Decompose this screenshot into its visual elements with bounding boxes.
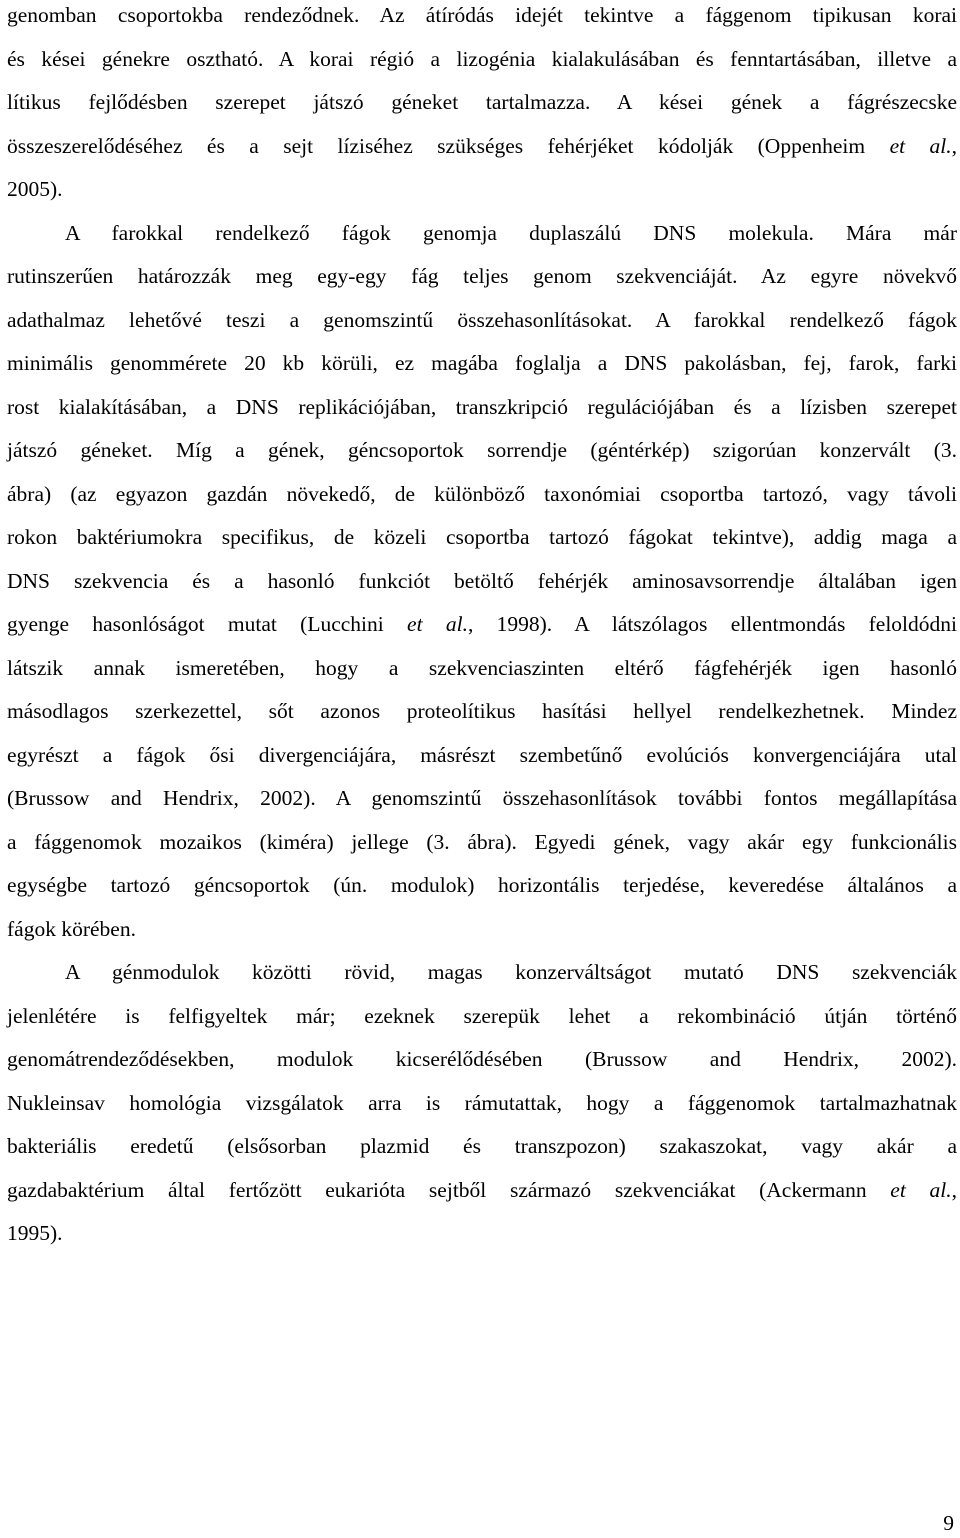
text-line: 2005). (7, 177, 63, 201)
text-line: minimális genommérete 20 kb körüli, ez magába foglalja a DNS pakolásban, fej, farok, farki (7, 351, 957, 375)
text-line: lítikus fejlődésben szerepet játszó géneket tartalmazza. A kései gének a fágrészecske (7, 90, 957, 114)
text-line: A farokkal rendelkező fágok genomja duplaszálú DNS molekula. Mára már (65, 220, 957, 245)
page-number: 9 (943, 1511, 954, 1535)
text-line: ábra) (az egyazon gazdán növekedő, de különböző taxonómiai csoportba tartozó, vagy távoli (7, 481, 957, 506)
text-line: genomátrendeződésekben, modulok kicserélődésében (Brussow and Hendrix, 2002). (7, 1047, 957, 1071)
text-line: 1995). (7, 1221, 63, 1245)
text-line: Nukleinsav homológia vizsgálatok arra is rámutattak, hogy a fággenomok tartalmazhatnak (7, 1090, 957, 1115)
text-line: A génmodulok közötti rövid, magas konzerváltságot mutató DNS szekvenciák (65, 960, 957, 984)
text-line: egységbe tartozó géncsoportok (ún. modulok) horizontális terjedése, keveredése általános a (7, 873, 957, 897)
text-line: rokon baktériumokra specifikus, de közeli csoportba tartozó fágokat tekintve), addig maga a (7, 525, 957, 549)
text-line: genomban csoportokba rendeződnek. Az átíródás idejét tekintve a fággenom tipikusan korai (7, 3, 957, 27)
text-line: jelenlétére is felfigyeltek már; ezeknek szerepük lehet a rekombináció útján történő (7, 1003, 957, 1028)
text-line: bakteriális eredetű (elsősorban plazmid és transzpozon) szakaszokat, vagy akár a (7, 1134, 957, 1158)
text-line: adathalmaz lehetővé teszi a genomszintű összehasonlításokat. A farokkal rendelkező fágok (7, 307, 957, 332)
text-line: másodlagos szerkezettel, sőt azonos proteolítikus hasítási hellyel rendelkezhetnek. Mindez (7, 699, 957, 723)
text-line: gazdabaktérium által fertőzött eukarióta sejtből származó szekvenciákat (Ackermann et al., (7, 1177, 957, 1202)
text-line: rutinszerűen határozzák meg egy-egy fág teljes genom szekvenciáját. Az egyre növekvő (7, 264, 957, 288)
text-line: DNS szekvencia és a hasonló funkciót betöltő fehérjék aminosavsorrendje általában igen (7, 568, 957, 593)
text-line: és kései génekre osztható. A korai régió a lizogénia kialakulásában és fenntartásában, illetve a (7, 46, 957, 71)
text-line: (Brussow and Hendrix, 2002). A genomszintű összehasonlítások további fontos megállapítása (7, 786, 957, 810)
text-line: játszó géneket. Míg a gének, géncsoportok sorrendje (géntérkép) szigorúan konzervált (3. (7, 438, 957, 462)
text-line: rost kialakításában, a DNS replikációjában, transzkripció regulációjában és a lízisben szerepet (7, 394, 957, 419)
text-line: fágok körében. (7, 916, 136, 941)
text-line: látszik annak ismeretében, hogy a szekvenciaszinten eltérő fágfehérjék igen hasonló (7, 655, 957, 680)
text-line: összeszerelődéséhez és a sejt líziséhez szükséges fehérjéket kódolják (Oppenheim et al., (7, 133, 957, 158)
text-line: a fággenomok mozaikos (kiméra) jellege (3. ábra). Egyedi gének, vagy akár egy funkcionális (7, 829, 957, 854)
text-line: egyrészt a fágok ősi divergenciájára, másrészt szembetűnő evolúciós konvergenciájára utal (7, 742, 957, 767)
text-line: gyenge hasonlóságot mutat (Lucchini et al., 1998). A látszólagos ellentmondás feloldódni (7, 612, 957, 636)
